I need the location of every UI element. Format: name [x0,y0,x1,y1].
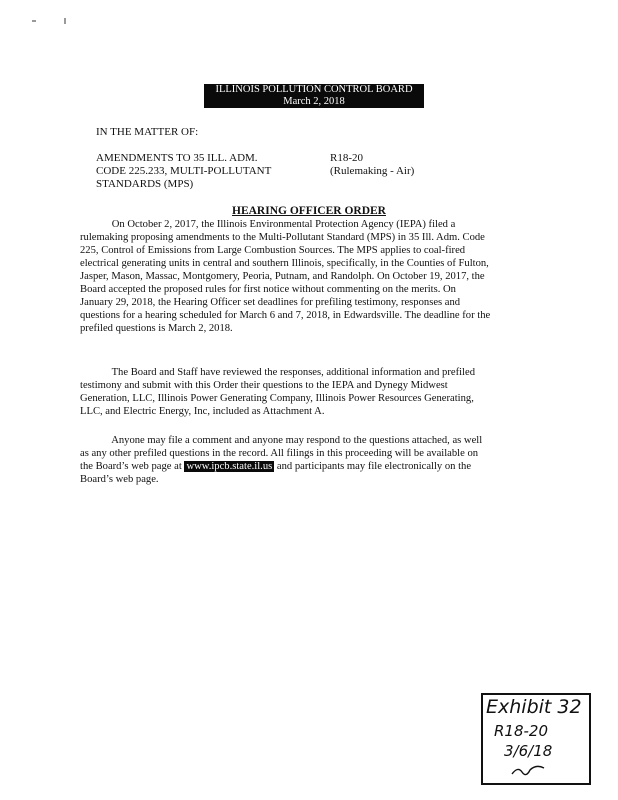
paragraph-line: prefiled questions is March 2, 2018. [80,323,233,334]
paragraph-line: as any other prefiled questions in the record. All filings in this proceeding will be available on [80,448,479,459]
exhibit-stamp [480,692,592,786]
caption-title [96,152,271,191]
paragraph-line: electrical generating units in central and southern Illinois, specifically, in the Counties of Fulton, [80,258,489,269]
docket-type: (Rulemaking - Air) [330,165,415,177]
exhibit-docket: R18-20 [494,722,549,740]
paragraph-line: January 29, 2018, the Hearing Officer set deadlines for prefiling testimony, responses and [80,297,461,308]
paragraph-line: Board accepted the proposed rules for first notice without commenting on the merits. On [80,284,456,295]
caption-line: AMENDMENTS TO 35 ILL. ADM. [96,152,258,164]
paragraph-line: Jasper, Mason, Massac, Montgomery, Peoria, Putnam, and Randolph. On October 19, 2017, the [80,271,485,282]
caption-line: STANDARDS (MPS) [96,178,194,190]
document-header [204,84,424,108]
paragraph-line: Board’s web page. [80,474,159,485]
header-date: March 2, 2018 [283,96,345,107]
paragraph-line [80,460,550,473]
paragraph-line: questions for a hearing scheduled for March 6 and 7, 2018, in Edwardsville. The deadline for the [80,310,491,321]
web-page-text: the Board’s web page at [80,461,185,472]
scan-speck [64,18,66,24]
paragraph-line: testimony and submit with this Order their questions to the IEPA and Dynegy Midwest [80,380,448,391]
board-name: ILLINOIS POLLUTION CONTROL BOARD [215,84,413,95]
exhibit-label: Exhibit 32 [486,696,582,718]
web-page-text: and participants may file electronically on the [274,461,472,472]
order-title: HEARING OFFICER ORDER [232,205,386,217]
exhibit-date: 3/6/18 [504,742,553,760]
paragraph-line: 225, Control of Emissions from Large Combustion Sources. The MPS applies to coal-fired [80,245,466,256]
paragraph-line: Generation, LLC, Illinois Power Generating Company, Illinois Power Resources Generating, [80,393,474,404]
paragraph-3 [80,434,550,486]
docket-info [330,152,414,178]
paragraph-line: LLC, and Electric Energy, Inc, included as Attachment A. [80,406,325,417]
board-website-link[interactable]: www.ipcb.state.il.us [186,461,273,472]
docket-number: R18-20 [330,152,363,164]
paragraph-line: rulemaking proposing amendments to the Multi-Pollutant Standard (MPS) in 35 Ill. Adm. Code [80,232,485,243]
paragraph-line: Anyone may file a comment and anyone may respond to the questions attached, as well [80,435,483,446]
paragraph-2 [80,366,550,418]
paragraph-line: On October 2, 2017, the Illinois Environmental Protection Agency (IEPA) filed a [80,219,456,230]
in-the-matter-label: IN THE MATTER OF: [96,126,199,138]
paragraph-1 [80,218,550,335]
paragraph-line: The Board and Staff have reviewed the responses, additional information and prefiled [80,367,475,378]
caption-line: CODE 225.233, MULTI-POLLUTANT [96,165,272,177]
scan-speck [32,20,36,22]
